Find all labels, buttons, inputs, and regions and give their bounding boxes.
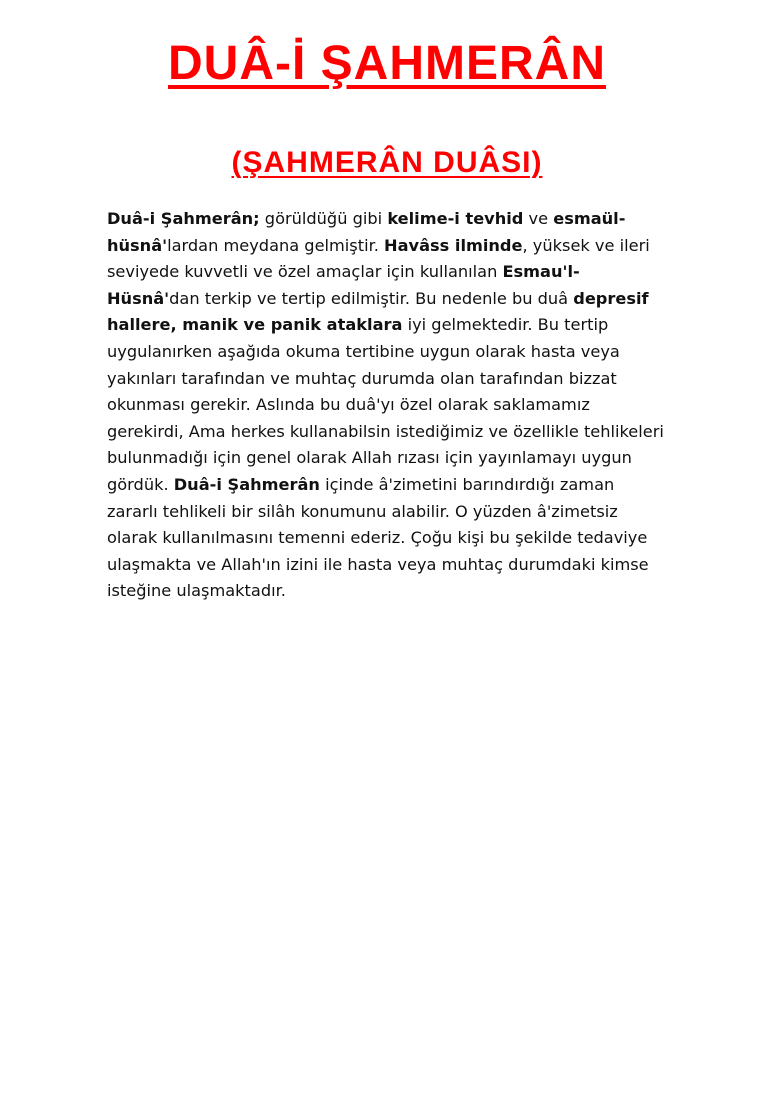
document-subtitle: (ŞAHMERÂN DUÂSI) <box>231 146 543 179</box>
text-run: ve <box>523 209 554 228</box>
document-title: DUÂ-İ ŞAHMERÂN <box>168 37 606 90</box>
bold-text-run: Esmau'l-Hüsnâ' <box>107 262 580 308</box>
text-run: , yüksek ve ileri seviyede kuvvetli ve özel amaçlar için kullanılan <box>107 235 650 282</box>
bold-text-run: Duâ-i Şahmerân <box>173 474 320 494</box>
bold-text-run: Havâss ilminde <box>384 235 523 255</box>
bold-text-run: kelime-i tevhid <box>387 209 524 228</box>
body-paragraph <box>107 206 667 605</box>
text-run: dan terkip ve tertip edilmiştir. Bu nedenle bu duâ <box>169 288 574 308</box>
text-run: içinde â'zimetini barındırdığı zaman zararlı tehlikeli bir silâh konumunu alabilir. O yüzden â'zimetsiz olarak kullanılmasını temenni ederiz. Çoğu kişi bu şekilde tedaviye ulaşmakta ve Allah'ın izini ile hasta veya muhtaç durumdaki kimse isteğine ulaşmaktadır. <box>107 474 649 601</box>
text-run: iyi gelmektedir. Bu tertip uygulanırken aşağıda okuma tertibine uygun olarak hasta veya yakınları tarafından ve muhtaç durumda olan tarafından bizzat okunması gerekir. Aslında bu duâ'yı özel olarak saklamamız gerekirdi, Ama herkes kullanabilsin istediğimiz ve özellikle tehlikeleri bulunmadığı için genel olarak Allah rızası için yayınlamayı uygun gördük. <box>107 315 664 494</box>
bold-text-run: depresif hallere, manik ve panik ataklara <box>107 288 649 335</box>
bold-text-run: Duâ-i Şahmerân; <box>107 209 260 228</box>
text-run: lardan meydana gelmiştir. <box>167 235 385 255</box>
bold-text-run: esmaül-hüsnâ' <box>107 209 626 255</box>
text-run: görüldüğü gibi <box>259 209 388 228</box>
